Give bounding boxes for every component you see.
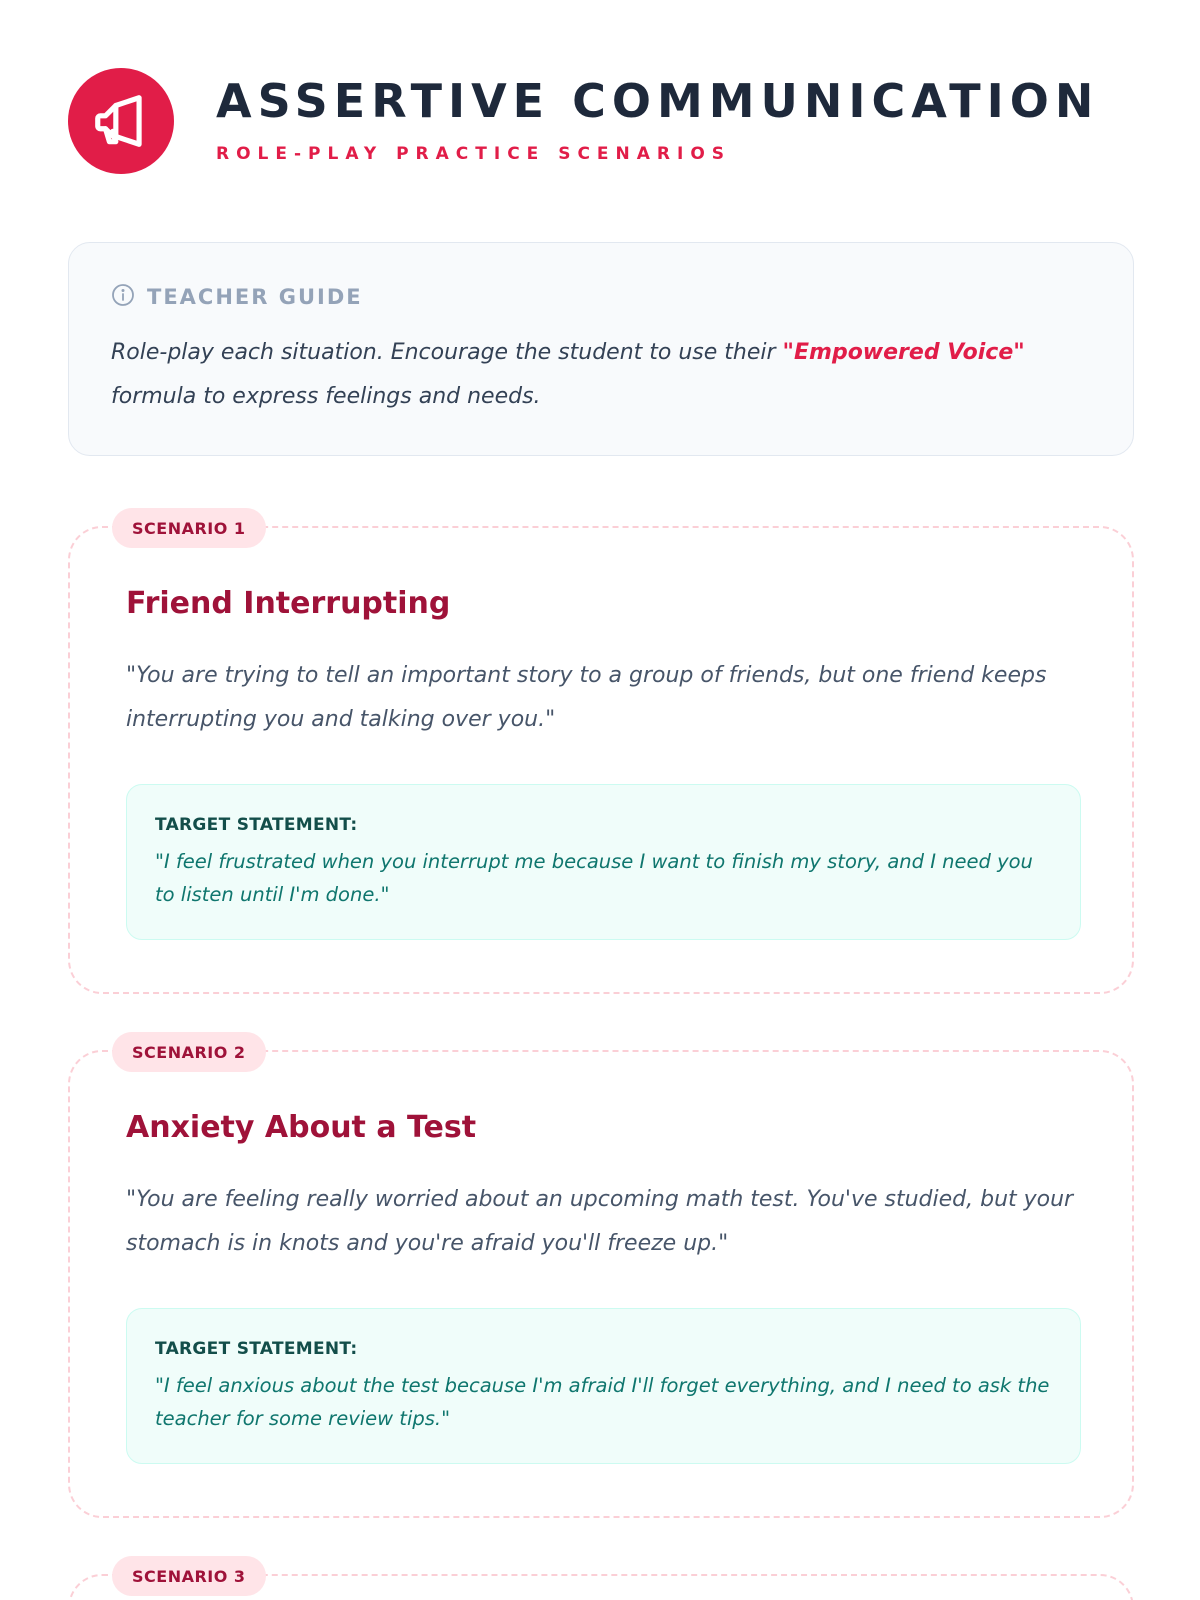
target-statement-text: "I feel frustrated when you interrupt me because I want to finish my story, and I need you to listen until I'm done.": [155, 850, 1033, 906]
target-statement-box: [126, 784, 1081, 940]
page-title: ASSERTIVE COMMUNICATION: [216, 74, 1100, 128]
header: [68, 68, 1099, 174]
teacher-guide-text: [111, 331, 1096, 419]
teacher-guide-box: [68, 242, 1134, 456]
scenario-card: [68, 1566, 1134, 1600]
page-subtitle: ROLE-PLAY PRACTICE SCENARIOS: [216, 144, 732, 164]
megaphone-icon: [68, 68, 174, 174]
target-statement-box: [126, 1308, 1081, 1464]
scenario-card: [68, 1042, 1134, 1518]
scenario-prompt: "You are feeling really worried about an upcoming math test. You've studied, but your stomach is in knots and you're afraid you'll freeze up.": [126, 1187, 1074, 1256]
scenario-title: Friend Interrupting: [126, 586, 451, 621]
scenario-card: [68, 518, 1134, 994]
empowered-voice-highlight: "Empowered Voice": [782, 340, 1025, 365]
scenario-prompt: "You are trying to tell an important story to a group of friends, but one friend keeps interrupting you and talking over you.": [126, 663, 1047, 732]
target-statement-label: TARGET STATEMENT:: [155, 1339, 358, 1359]
target-statement-text: "I feel anxious about the test because I'm afraid I'll forget everything, and I need to ask the teacher for some review tips.": [155, 1374, 1050, 1430]
guide-text-before: Role-play each situation. Encourage the student to use their: [111, 340, 783, 365]
target-statement-label: TARGET STATEMENT:: [155, 815, 358, 835]
scenario-badge: SCENARIO 2: [112, 1032, 266, 1072]
teacher-guide-label: TEACHER GUIDE: [147, 285, 363, 309]
info-icon: [111, 283, 135, 311]
scenario-badge: SCENARIO 1: [112, 508, 266, 548]
scenario-title: Anxiety About a Test: [126, 1110, 477, 1145]
scenario-badge: SCENARIO 3: [112, 1556, 266, 1596]
guide-text-after: formula to express feelings and needs.: [111, 384, 541, 409]
